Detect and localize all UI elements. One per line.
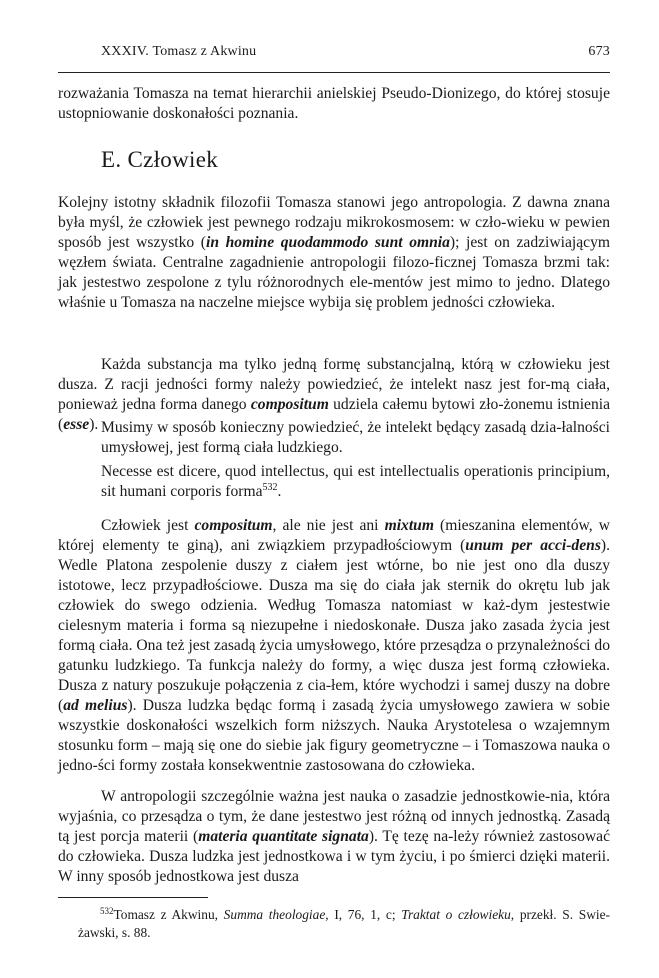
quote-text: Necesse est dicere, quod intellectus, qui est intellectualis operationis principium, sit humani corporis forma	[101, 463, 610, 500]
block-quote-latin	[101, 462, 610, 502]
work-title: Summa theologiae	[223, 907, 326, 922]
footnote-rule	[58, 897, 208, 898]
latin-term: mixtum	[384, 517, 434, 534]
text-run: ); jest on zadziwiającym węzłem świata. Centralne zagadnienie antropologii filozo-ficznej Tomasza brzmi tak: jak jestestwo zespolone z tylu różnorodnych ele-mentów jest mimo to jedno. Dlatego właśnie u Tomasza na naczelne miejsce wybija się problem jedności człowieka.	[58, 234, 610, 311]
paragraph-intro-text: rozważania Tomasza na temat hierarchii anielskiej Pseudo-Dionizego, do której stosuje ustopniowanie doskonałości poznania.	[58, 85, 610, 122]
text-run: ). Wedle Platona zespolenie duszy z ciałem jest wtórne, bo nie jest ono dla duszy istotowe, lecz przypadłościowe. Dusza ma się do ciała jak sternik do okrętu lub jak człowiek do swego odzienia. Według Tomasza natomiast w każ-dym jestestwie cielesnym materia i forma są niezupełne i niedoskonałe. Dusza jako zasada życia jest formą ciała. Ona też jest zasadą życia umysłowego, które przesądza o przynależności do gatunku ludzkiego. Ta funkcja należy do formy, a więc dusza jest formą człowieka. Dusza z natury poszukuje połączenia z cia-łem, które wychodzi i samej duszy na dobre (	[58, 537, 610, 714]
text-run: ).	[89, 416, 99, 433]
text-run: (mieszanina elementów, w której elementy te giną), ani związkiem przypadłościowym (	[58, 517, 610, 554]
text-run: , I, 76, 1, c;	[325, 907, 402, 922]
work-title: Traktat o człowieku	[401, 907, 511, 922]
quote-text: Musimy w sposób konieczny powiedzieć, że intelekt będący zasadą dzia-łalności umysłowej, jest formą ciała ludzkiego.	[101, 419, 610, 456]
paragraph-anthropology	[58, 193, 610, 313]
footnote-number: 532	[100, 906, 114, 916]
text-run: Tomasz z Akwinu,	[113, 907, 224, 922]
text-run: ). Tę tezę na-leży również zastosować do człowieka. Dusza ludzka jest jednostkowa i w tym życiu, i po śmierci dzięki materii. W inny sposób jednostkowa jest dusza	[58, 828, 610, 885]
paragraph-individuation	[58, 787, 610, 887]
text-run: , przekł. S. Swie-żawski, s. 88.	[78, 907, 610, 940]
text-run: udziela całemu bytowi zło-żonemu istnienia (	[58, 396, 611, 433]
header-rule	[58, 72, 610, 73]
latin-phrase: in homine quodammodo sunt omnia	[206, 234, 450, 251]
latin-term: compositum	[194, 517, 273, 534]
text-run: ). Dusza ludzka będąc formą i zasadą życia umysłowego zawiera w sobie wszystkie doskonałości wszelkich form niższych. Nauka Arystotelesa o wzajemnym stosunku form – mają się one do siebie jak figury geometryczne – i Tomaszowa nauka o jedno-ści formy została konsekwentnie zastosowana do człowieka.	[58, 697, 610, 774]
footnote-reference: 532	[262, 482, 278, 493]
text-run: , ale nie jest ani	[272, 517, 385, 534]
page-number: 673	[588, 44, 610, 59]
latin-term: unum per acci-dens	[465, 537, 601, 554]
footnote	[78, 906, 610, 942]
text-run: Kolejny istotny składnik filozofii Tomasza stanowi jego antropologia. Z dawna znana była myśl, że człowiek jest pewnego rodzaju mikrokosmosem: w czło-wieku w pewien sposób jest wszystko (	[58, 194, 610, 251]
running-head	[101, 44, 610, 68]
block-quote-polish	[101, 418, 610, 458]
latin-term: materia quantitate signata	[198, 828, 369, 845]
paragraph-compositum	[58, 516, 610, 776]
chapter-title: XXXIV. Tomasz z Akwinu	[101, 44, 257, 59]
text-run: W antropologii szczególnie ważna jest nauka o zasadzie jednostkowie-nia, która wyjaśnia, co przesądza o tym, że dane jestestwo jest różną od innych jednostką. Zasadą tą jest porcja materii (	[58, 788, 610, 845]
latin-term: compositum	[250, 396, 329, 413]
text-run: Człowiek jest	[101, 517, 195, 534]
section-heading: E. Człowiek	[101, 147, 218, 172]
latin-term: esse	[63, 416, 90, 433]
latin-term: ad melius	[63, 697, 128, 714]
paragraph-intro	[58, 84, 610, 124]
text-run: Każda substancja ma tylko jedną formę substancjalną, którą w człowieku jest dusza. Z racji jedności formy należy powiedzieć, że intelekt nasz jest for-mą ciała, ponieważ jedna forma danego	[58, 356, 610, 413]
text-run: .	[277, 483, 282, 500]
